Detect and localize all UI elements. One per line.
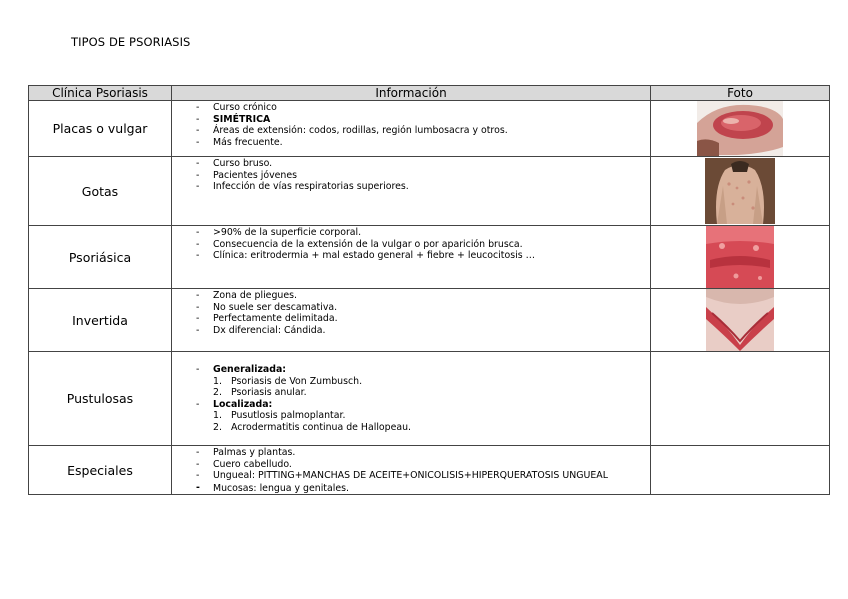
sub-list-item: 2. Acrodermatitis continua de Hallopeau. [213,421,412,433]
table-header-row [29,86,830,101]
sub-list-item: 2. Psoriasis anular. [213,387,307,399]
list-item: - Infección de vías respiratorias superiores. [196,181,409,193]
table-row [29,446,830,495]
table-row [29,101,830,157]
list-item: - Clínica: eritrodermia + mal estado general + fiebre + leucocitosis … [196,250,535,262]
header-informacion: Información [172,86,651,101]
table-row [29,226,830,289]
list-item: - Mucosas: lengua y genitales. [196,481,349,494]
list-item: - Curso crónico [196,102,277,113]
list-item: - Curso bruso. [196,158,273,169]
psoriasis-types-table [28,85,830,495]
row-name: Invertida [29,289,172,352]
row-info [172,226,651,289]
row-photo-empty [651,352,830,446]
list-item: - SIMÉTRICA [196,113,271,125]
row-name: Gotas [29,157,172,226]
guttate-psoriasis-photo [705,158,775,224]
row-info [172,352,651,446]
list-item: - Cuero cabelludo. [196,458,292,470]
row-name: Pustulosas [29,352,172,446]
row-name: Especiales [29,446,172,495]
list-item: - Perfectamente delimitada. [196,313,338,325]
table-row [29,352,830,446]
inverse-psoriasis-photo [706,289,774,351]
row-info [172,101,651,157]
list-item: - Más frecuente. [196,136,283,148]
list-item: - >90% de la superficie corporal. [196,227,362,238]
list-item: - Localizada: [196,398,273,410]
list-item: - Áreas de extensión: codos, rodillas, región lumbosacra y otros. [196,125,508,137]
row-photo [651,226,830,289]
list-item: - Generalizada: [196,364,287,375]
row-name: Psoriásica [29,226,172,289]
row-photo [651,101,830,157]
row-photo [651,157,830,226]
row-info [172,289,651,352]
erythrodermic-psoriasis-photo [706,226,774,288]
document-title: TIPOS DE PSORIASIS [71,35,191,49]
row-photo [651,289,830,352]
list-item: - Ungueal: PITTING+MANCHAS DE ACEITE+ONICOLISIS+HIPERQUERATOSIS UNGUEAL [196,470,608,482]
header-clinica: Clínica Psoriasis [29,86,172,101]
table-row [29,157,830,226]
plaque-psoriasis-photo [697,101,783,156]
list-item: - Palmas y plantas. [196,447,296,458]
table-row [29,289,830,352]
row-info [172,446,651,495]
sub-list-item: 1. Pusutlosis palmoplantar. [213,410,346,422]
list-item: - Zona de pliegues. [196,290,297,301]
sub-list-item: 1. Psoriasis de Von Zumbusch. [213,375,363,387]
list-item: - Pacientes jóvenes [196,169,298,181]
row-name: Placas o vulgar [29,101,172,157]
header-foto: Foto [651,86,830,101]
list-item: - No suele ser descamativa. [196,301,338,313]
list-item: - Consecuencia de la extensión de la vulgar o por aparición brusca. [196,238,523,250]
list-item: - Dx diferencial: Cándida. [196,324,326,336]
row-info [172,157,651,226]
row-photo-empty [651,446,830,495]
